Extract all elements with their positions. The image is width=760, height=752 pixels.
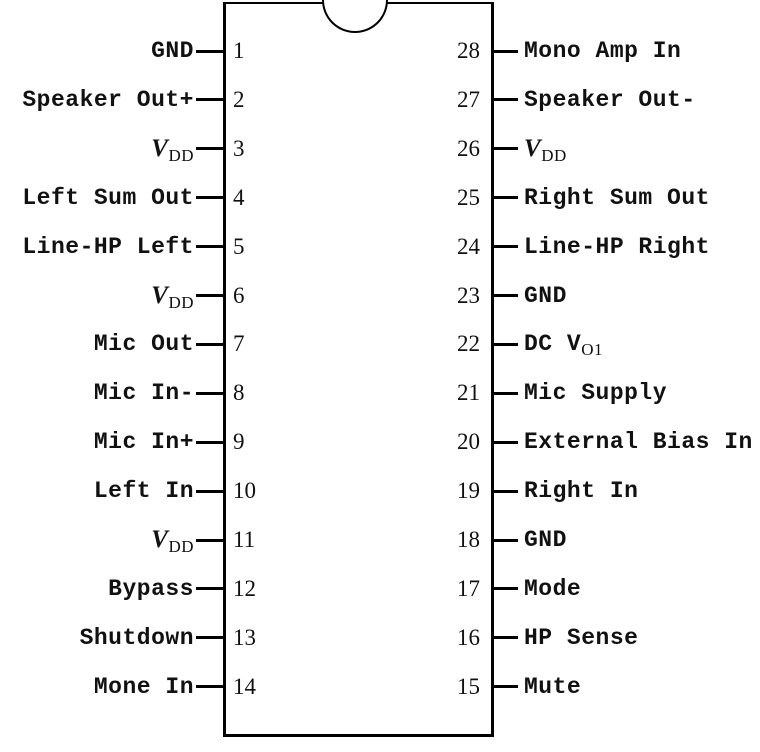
pin-18 [491, 525, 760, 555]
pin-label: Shutdown [79, 624, 194, 651]
pin-6 [0, 281, 223, 311]
pin-8 [0, 378, 223, 408]
pin-9 [0, 427, 223, 457]
pin-13 [0, 623, 223, 653]
pin-lead [491, 636, 518, 639]
pin-label: Mic In+ [93, 429, 194, 456]
pin-19 [491, 476, 760, 506]
pin-lead [491, 98, 518, 101]
pin-16 [491, 623, 760, 653]
pin-label: HP Sense [524, 624, 639, 651]
pin-number: 26 [457, 135, 480, 161]
pin-number: 28 [457, 38, 480, 63]
pin-14 [0, 672, 223, 702]
pin-21 [491, 378, 760, 408]
pin-1 [0, 36, 223, 66]
pin-lead [196, 539, 223, 542]
pin-label: $V_{DD}$ [151, 281, 194, 312]
pin-lead [196, 587, 223, 590]
pin-lead [491, 50, 518, 53]
pin-number: 11 [233, 527, 256, 552]
pin-label: Line-HP Left [22, 233, 194, 260]
pin-15 [491, 672, 760, 702]
pin-label: DC $V_{O1}$ [524, 331, 603, 360]
pin-lead [196, 490, 223, 493]
pin-lead [491, 343, 518, 346]
pin-number: 2 [233, 86, 245, 112]
pin-lead [196, 98, 223, 101]
pin-lead [196, 343, 223, 346]
pin-28 [491, 36, 760, 66]
pin-lead [196, 294, 223, 297]
pin-10 [0, 476, 223, 506]
pin-7 [0, 329, 223, 359]
pin-label: Mic In- [93, 380, 194, 407]
pin-25 [491, 183, 760, 213]
pin-number: 21 [457, 380, 480, 406]
pin-lead [491, 245, 518, 248]
pin-5 [0, 232, 223, 262]
pin-number: 13 [233, 624, 256, 650]
pin-12 [0, 574, 223, 604]
pin-label: $V_{DD}$ [151, 526, 194, 556]
pin-number: 27 [457, 86, 480, 112]
pin-label: Mode [524, 575, 582, 602]
pin-label: Right Sum Out [524, 184, 710, 211]
pin-lead [196, 147, 223, 150]
pin-2 [0, 85, 223, 115]
pin-label: Speaker Out- [524, 86, 696, 113]
pin-lead [491, 294, 518, 297]
pin-11 [0, 525, 223, 555]
pin-number: 25 [457, 184, 480, 210]
pin-number: 12 [233, 575, 256, 601]
pin-number: 8 [233, 380, 245, 406]
pin-number: 15 [457, 673, 480, 699]
pin-3 [0, 134, 223, 164]
pin-lead [196, 50, 223, 53]
pin-number: 14 [233, 673, 256, 699]
pin-lead [491, 685, 518, 688]
pin-label: Mute [524, 673, 582, 700]
pin-4 [0, 183, 223, 213]
pin-label: GND [151, 38, 194, 64]
pin-label: Mone In [93, 673, 194, 700]
pin-number: 10 [233, 478, 256, 504]
pin-lead [196, 636, 223, 639]
pin-label: External Bias In [524, 429, 753, 456]
pin-label: Mic Out [93, 331, 194, 358]
pin-label: Bypass [108, 575, 194, 602]
pin-27 [491, 85, 760, 115]
pin-number: 22 [457, 331, 480, 357]
pin-number: 5 [233, 233, 245, 259]
pin-label: Mic Supply [524, 380, 668, 407]
pin-lead [196, 685, 223, 688]
pin-23 [491, 281, 760, 311]
pin-label: Left In [93, 478, 194, 505]
pin-lead [491, 587, 518, 590]
pin-24 [491, 232, 760, 262]
pin-lead [491, 490, 518, 493]
pin-lead [491, 196, 518, 199]
pin-label: Speaker Out+ [22, 86, 194, 113]
pin-number: 18 [457, 527, 480, 552]
pin-number: 1 [233, 38, 245, 63]
pin-number: 23 [457, 282, 480, 308]
pin-number: 20 [457, 429, 480, 455]
pin-lead [196, 392, 223, 395]
pin-lead [196, 196, 223, 199]
pin-label: Line-HP Right [524, 233, 710, 260]
pin-lead [491, 392, 518, 395]
pin-number: 19 [457, 478, 480, 504]
pin-number: 4 [233, 184, 245, 210]
pin-label: GND [524, 282, 567, 309]
pin-lead [491, 539, 518, 542]
pin-number: 24 [457, 233, 480, 259]
pin-label: Mono Amp In [524, 38, 682, 64]
pin-number: 17 [457, 575, 480, 601]
pin-label: GND [524, 527, 567, 553]
pin-lead [196, 245, 223, 248]
pin-number: 6 [233, 282, 245, 308]
pin-26 [491, 134, 760, 164]
pin-number: 3 [233, 135, 245, 161]
pin-17 [491, 574, 760, 604]
pin-number: 7 [233, 331, 245, 357]
pin-lead [491, 147, 518, 150]
pin-label: $V_{DD}$ [151, 134, 194, 165]
pin-lead [196, 441, 223, 444]
pin-number: 16 [457, 624, 480, 650]
pin-label: Right In [524, 478, 639, 505]
pin-22 [491, 329, 760, 359]
pin-20 [491, 427, 760, 457]
pin-lead [491, 441, 518, 444]
pin-label: $V_{DD}$ [524, 134, 567, 165]
pin-number: 9 [233, 429, 245, 455]
pin-label: Left Sum Out [22, 184, 194, 211]
